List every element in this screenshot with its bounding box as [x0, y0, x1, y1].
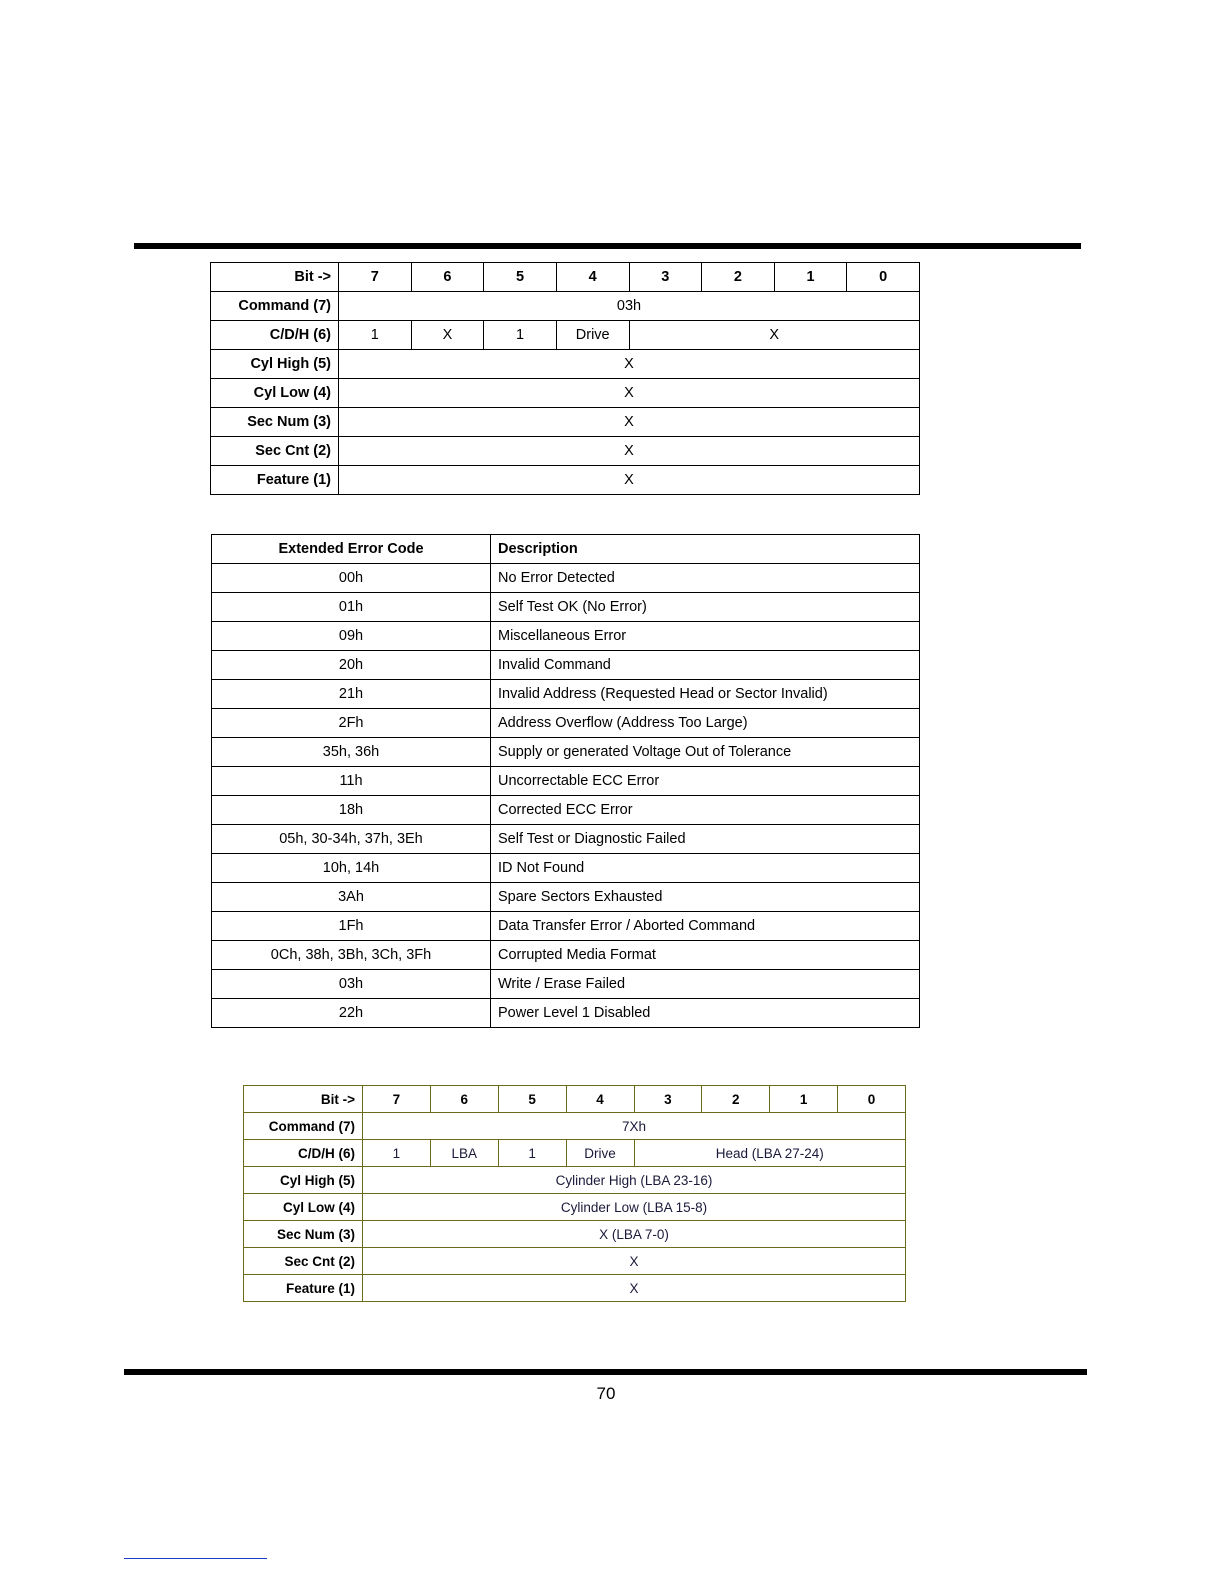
- row-label: Sec Cnt (2): [244, 1248, 363, 1275]
- row-label: Cyl High (5): [244, 1167, 363, 1194]
- row-label: Cyl Low (4): [244, 1194, 363, 1221]
- table-row: [244, 1113, 906, 1140]
- extended-error-code-table: [211, 534, 920, 1028]
- row-label: C/D/H (6): [211, 321, 339, 350]
- error-description: Spare Sectors Exhausted: [491, 883, 920, 912]
- header-cell: 2: [702, 263, 775, 292]
- error-code: 05h, 30-34h, 37h, 3Eh: [212, 825, 491, 854]
- error-description: Data Transfer Error / Aborted Command: [491, 912, 920, 941]
- header-cell: 0: [847, 263, 920, 292]
- error-code: 1Fh: [212, 912, 491, 941]
- table-row: [211, 321, 920, 350]
- row-label: Sec Num (3): [244, 1221, 363, 1248]
- footnote-separator: [124, 1558, 267, 1559]
- error-code: 01h: [212, 593, 491, 622]
- bit-cell: 1: [484, 321, 557, 350]
- error-description: Invalid Command: [491, 651, 920, 680]
- error-code: 2Fh: [212, 709, 491, 738]
- table-row: [212, 680, 920, 709]
- row-value: X: [339, 379, 920, 408]
- row-label: Sec Cnt (2): [211, 437, 339, 466]
- table-row: [244, 1194, 906, 1221]
- table-row: [211, 350, 920, 379]
- table-row: [212, 709, 920, 738]
- error-description: Power Level 1 Disabled: [491, 999, 920, 1028]
- error-description: Corrected ECC Error: [491, 796, 920, 825]
- error-code: 20h: [212, 651, 491, 680]
- row-label: Cyl Low (4): [211, 379, 339, 408]
- table-row: [212, 564, 920, 593]
- error-code: 10h, 14h: [212, 854, 491, 883]
- row-value: Cylinder High (LBA 23-16): [363, 1167, 906, 1194]
- error-description: Uncorrectable ECC Error: [491, 767, 920, 796]
- error-code: 00h: [212, 564, 491, 593]
- header-cell: Description: [491, 535, 920, 564]
- header-cell: 0: [838, 1086, 906, 1113]
- table-row: [212, 796, 920, 825]
- table-header-row: [212, 535, 920, 564]
- error-code: 11h: [212, 767, 491, 796]
- bit-cell: Drive: [566, 1140, 634, 1167]
- row-value: X: [339, 408, 920, 437]
- table-row: [212, 651, 920, 680]
- header-cell: 7: [363, 1086, 431, 1113]
- table-row: [244, 1140, 906, 1167]
- header-cell: 1: [774, 263, 847, 292]
- row-value: X: [363, 1248, 906, 1275]
- table-row: [212, 738, 920, 767]
- bit-cell: 1: [339, 321, 412, 350]
- row-value: X: [339, 466, 920, 495]
- table-row: [212, 767, 920, 796]
- error-code: 03h: [212, 970, 491, 999]
- table-row: [212, 999, 920, 1028]
- header-cell: Bit ->: [211, 263, 339, 292]
- bit-cell: Drive: [556, 321, 629, 350]
- table-row: [211, 437, 920, 466]
- error-code: 22h: [212, 999, 491, 1028]
- error-description: Address Overflow (Address Too Large): [491, 709, 920, 738]
- header-cell: Bit ->: [244, 1086, 363, 1113]
- table-row: [212, 593, 920, 622]
- error-description: Invalid Address (Requested Head or Sector Invalid): [491, 680, 920, 709]
- error-description: No Error Detected: [491, 564, 920, 593]
- error-code: 09h: [212, 622, 491, 651]
- header-cell: 7: [339, 263, 412, 292]
- table-row: [212, 854, 920, 883]
- row-label: Command (7): [244, 1113, 363, 1140]
- header-cell: Extended Error Code: [212, 535, 491, 564]
- table-header-row: [211, 263, 920, 292]
- table-header-row: [244, 1086, 906, 1113]
- table-row: [244, 1248, 906, 1275]
- bit-cell: 1: [363, 1140, 431, 1167]
- table-row: [212, 970, 920, 999]
- row-value: X: [339, 350, 920, 379]
- error-description: Self Test or Diagnostic Failed: [491, 825, 920, 854]
- bit-cell: LBA: [430, 1140, 498, 1167]
- header-cell: 3: [629, 263, 702, 292]
- row-value: 03h: [339, 292, 920, 321]
- table-row: [244, 1221, 906, 1248]
- error-code: 35h, 36h: [212, 738, 491, 767]
- header-cell: 6: [430, 1086, 498, 1113]
- row-label: Cyl High (5): [211, 350, 339, 379]
- row-label: Feature (1): [244, 1275, 363, 1302]
- table-row: [244, 1167, 906, 1194]
- error-code: 0Ch, 38h, 3Bh, 3Ch, 3Fh: [212, 941, 491, 970]
- error-description: Miscellaneous Error: [491, 622, 920, 651]
- error-description: Corrupted Media Format: [491, 941, 920, 970]
- bottom-rule: [124, 1369, 1087, 1375]
- bit-cell: Head (LBA 27-24): [634, 1140, 906, 1167]
- error-code: 21h: [212, 680, 491, 709]
- header-cell: 5: [498, 1086, 566, 1113]
- table-row: [211, 292, 920, 321]
- row-value: X: [363, 1275, 906, 1302]
- row-label: Feature (1): [211, 466, 339, 495]
- header-cell: 3: [634, 1086, 702, 1113]
- table-row: [211, 408, 920, 437]
- row-value: X (LBA 7-0): [363, 1221, 906, 1248]
- row-value: Cylinder Low (LBA 15-8): [363, 1194, 906, 1221]
- bit-cell: X: [629, 321, 920, 350]
- header-cell: 2: [702, 1086, 770, 1113]
- register-table-chs: [210, 262, 920, 495]
- row-label: Command (7): [211, 292, 339, 321]
- error-code: 18h: [212, 796, 491, 825]
- table-row: [212, 622, 920, 651]
- header-cell: 6: [411, 263, 484, 292]
- table-row: [211, 466, 920, 495]
- table-row: [212, 825, 920, 854]
- header-cell: 1: [770, 1086, 838, 1113]
- table-row: [212, 941, 920, 970]
- top-rule: [134, 243, 1081, 249]
- error-description: Self Test OK (No Error): [491, 593, 920, 622]
- row-value: X: [339, 437, 920, 466]
- table-row: [212, 883, 920, 912]
- table-row: [212, 912, 920, 941]
- error-description: Write / Erase Failed: [491, 970, 920, 999]
- page-number: 70: [596, 1384, 616, 1403]
- header-cell: 4: [566, 1086, 634, 1113]
- row-value: 7Xh: [363, 1113, 906, 1140]
- header-cell: 4: [556, 263, 629, 292]
- row-label: C/D/H (6): [244, 1140, 363, 1167]
- error-description: ID Not Found: [491, 854, 920, 883]
- bit-cell: 1: [498, 1140, 566, 1167]
- register-table-lba: [243, 1085, 906, 1302]
- header-cell: 5: [484, 263, 557, 292]
- error-description: Supply or generated Voltage Out of Tolerance: [491, 738, 920, 767]
- bit-cell: X: [411, 321, 484, 350]
- error-code: 3Ah: [212, 883, 491, 912]
- row-label: Sec Num (3): [211, 408, 339, 437]
- table-row: [211, 379, 920, 408]
- table-row: [244, 1275, 906, 1302]
